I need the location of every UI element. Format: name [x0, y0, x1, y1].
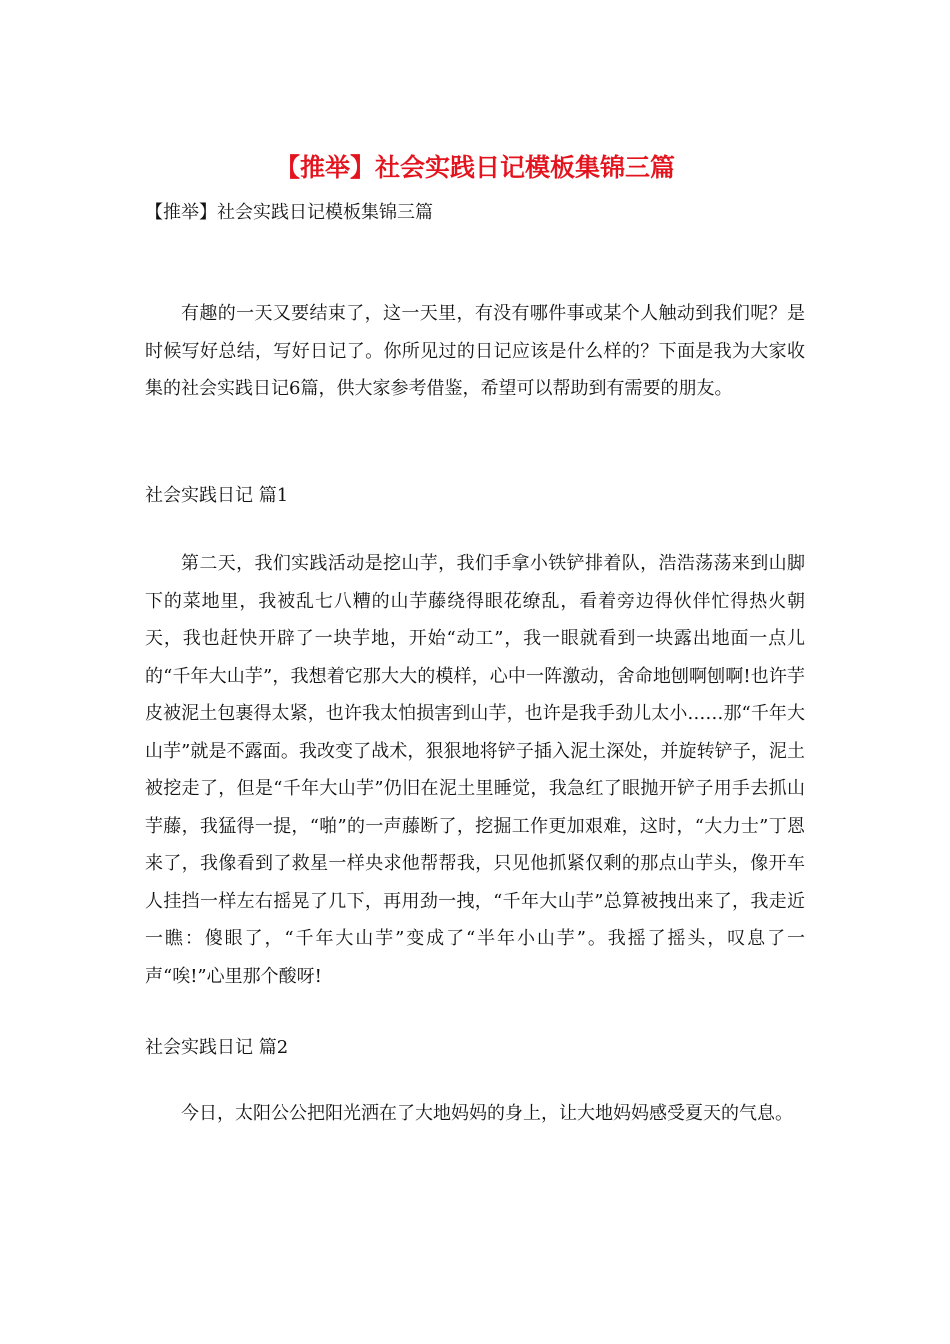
document-title: 【推举】社会实践日记模板集锦三篇 — [274, 153, 675, 182]
document-subtitle: 【推举】社会实践日记模板集锦三篇 — [145, 202, 433, 223]
section-body-2: 今日，太阳公公把阳光洒在了大地妈妈的身上，让大地妈妈感受夏天的气息。 — [181, 1103, 793, 1124]
intro-paragraph: 有趣的一天又要结束了，这一天里，有没有哪件事或某个人触动到我们呢？是时候写好总结，写好日记了。你所见过的日记应该是什么样的？下面是我为大家收集的社会实践日记6篇，供大家参考借鉴，希望可以帮助到有需要的朋友。 — [145, 303, 805, 399]
section-body-1: 第二天，我们实践活动是挖山芋，我们手拿小铁铲排着队，浩浩荡荡来到山脚下的菜地里，我被乱七八糟的山芋藤绕得眼花缭乱，看着旁边得伙伴忙得热火朝天，我也赶快开辟了一块芋地，开始“动工”，我一眼就看到一块露出地面一点儿的“千年大山芋”，我想着它那大大的模样，心中一阵激动，舍命地刨啊刨啊!也许芋皮被泥土包裹得太紧，也许我太怕损害到山芋，也许是我手劲儿太小……那“千年大山芋”就是不露面。我改变了战术，狠狠地将铲子插入泥土深处，并旋转铲子，泥土被挖走了，但是“千年大山芋”仍旧在泥土里睡觉，我急红了眼抛开铲子用手去抓山芋藤，我猛得一提，“啪”的一声藤断了，挖掘工作更加艰难，这时，“大力士”丁恩来了，我像看到了救星一样央求他帮帮我，只见他抓紧仅剩的那点山芋头，像开车人挂挡一样左右摇晃了几下，再用劲一拽，“千年大山芋”总算被拽出来了，我走近一瞧：傻眼了，“千年大山芋”变成了“半年小山芋”。我摇了摇头，叹息了一声“唉!”心里那个酸呀! — [145, 553, 805, 987]
section-heading-2: 社会实践日记 篇2 — [145, 1037, 289, 1058]
section-heading-1: 社会实践日记 篇1 — [145, 485, 289, 506]
